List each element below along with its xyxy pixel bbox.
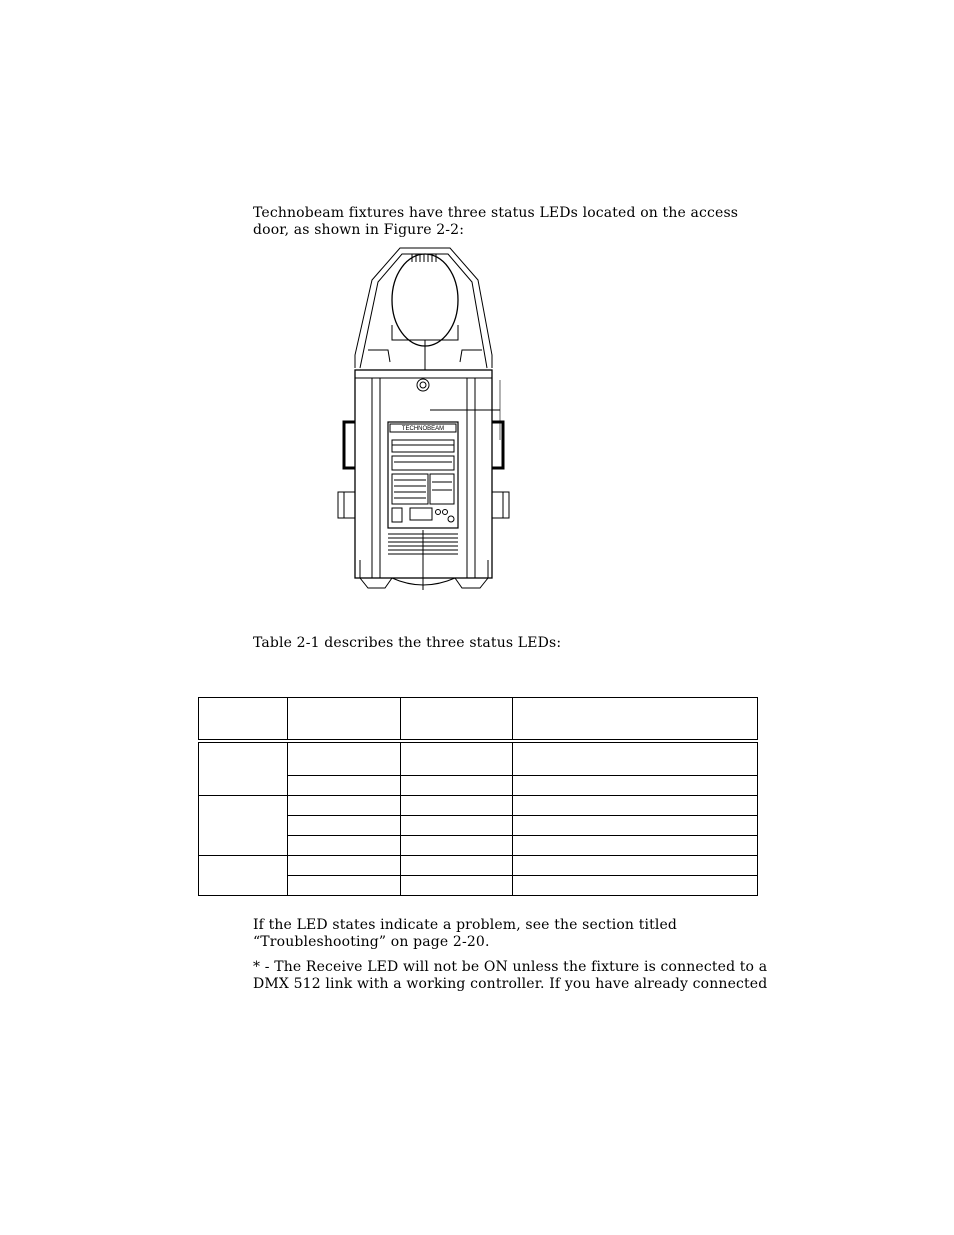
table-cell — [288, 816, 401, 836]
fixture-lock-right — [492, 492, 509, 518]
status-led-table — [198, 697, 758, 896]
table-cell — [513, 796, 758, 816]
table-cell — [288, 698, 401, 740]
table-row — [199, 796, 758, 816]
intro-paragraph — [253, 205, 738, 239]
table-cell — [401, 698, 513, 740]
status-led-3 — [448, 516, 454, 522]
troubleshooting-paragraph — [253, 917, 677, 951]
table-cell — [401, 856, 513, 876]
footnote-paragraph — [253, 959, 767, 993]
fixture-knob-top — [417, 379, 429, 391]
fixture-lock-left — [338, 492, 355, 518]
table-cell — [401, 816, 513, 836]
table-cell — [401, 796, 513, 816]
fixture-logo-text: TECHNOBEAM — [401, 426, 445, 432]
table-cell — [513, 836, 758, 856]
status-led-1 — [436, 510, 441, 515]
table-cell — [199, 796, 288, 856]
table-cell — [513, 876, 758, 896]
status-led-2 — [443, 510, 448, 515]
footnote-line-2: DMX 512 link with a working controller. If you have already connected — [253, 976, 768, 992]
troubleshooting-line-2: “Troubleshooting” on page 2-20. — [253, 934, 490, 950]
table-cell — [401, 776, 513, 796]
table-cell — [513, 856, 758, 876]
table-cell — [513, 743, 758, 776]
table-row — [199, 856, 758, 876]
fixture-figure — [330, 240, 520, 595]
table-cell — [288, 856, 401, 876]
table-cell — [199, 743, 288, 796]
troubleshooting-line-1: If the LED states indicate a problem, see the section titled — [253, 917, 678, 933]
table-row — [199, 743, 758, 776]
table-cell — [288, 796, 401, 816]
table-cell — [401, 876, 513, 896]
intro-line-2: door, as shown in Figure 2-2: — [253, 222, 465, 238]
table-cell — [513, 816, 758, 836]
table-intro: Table 2-1 describes the three status LEDs: — [253, 635, 562, 651]
table-cell — [513, 776, 758, 796]
table-cell — [288, 836, 401, 856]
table-cell — [401, 836, 513, 856]
table-header-row — [199, 698, 758, 740]
table-cell — [513, 698, 758, 740]
intro-line-1: Technobeam fixtures have three status LEDs located on the access — [253, 205, 739, 221]
fixture-mirror — [392, 254, 458, 346]
table-cell — [288, 876, 401, 896]
table-cell — [401, 743, 513, 776]
table-cell — [199, 698, 288, 740]
table-cell — [199, 856, 288, 896]
fixture-handle-left — [344, 422, 355, 468]
fixture-base — [360, 560, 488, 588]
table-cell — [288, 743, 401, 776]
footnote-line-1: * - The Receive LED will not be ON unless the fixture is connected to a — [253, 959, 768, 975]
status-led-display — [410, 508, 432, 520]
fixture-handle-right — [492, 422, 503, 468]
table-cell — [288, 776, 401, 796]
